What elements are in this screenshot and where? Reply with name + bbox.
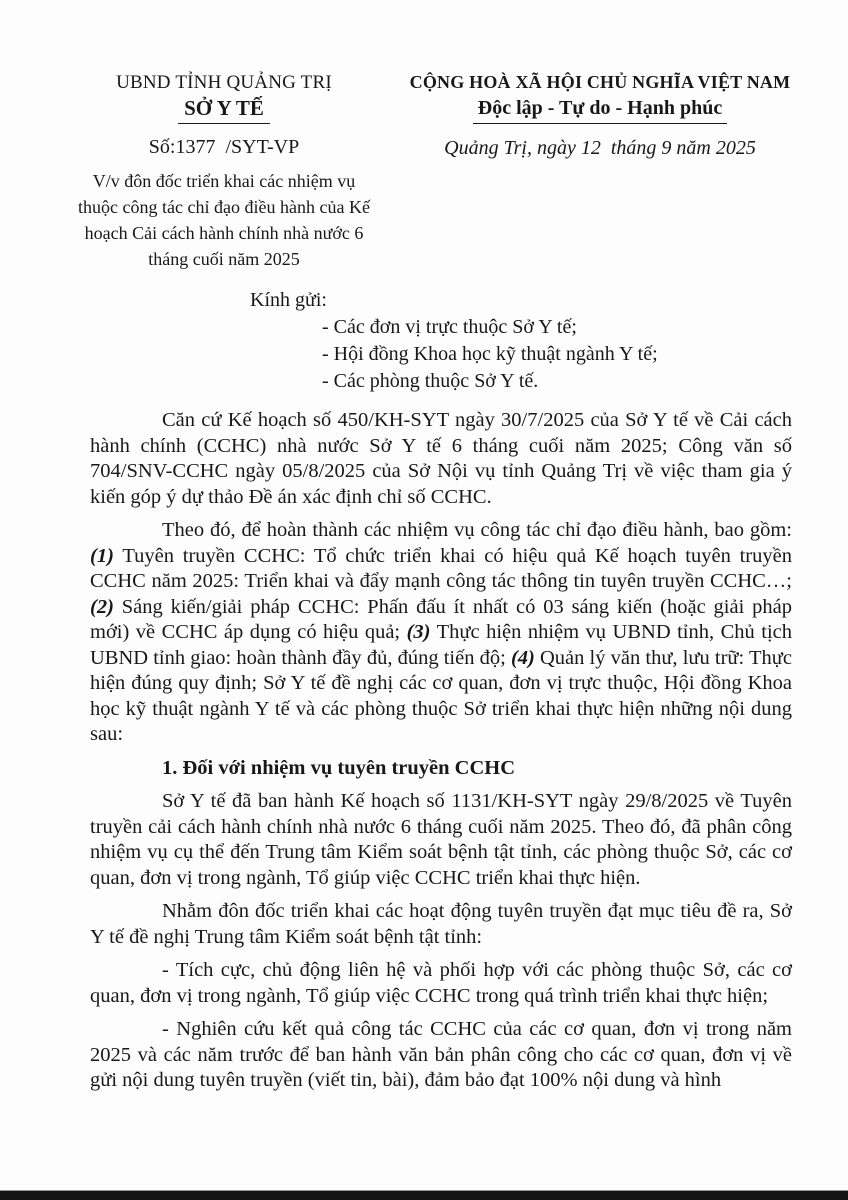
text-run: Tuyên truyền CCHC: Tổ chức triển khai có hiệu quả Kế hoạch tuyên truyền CCHC năm 2025: Triển khai và đẩy mạnh công tác thông tin tuyên truyền CCHC…; (90, 544, 792, 592)
salutation-label: Kính gửi: (250, 289, 327, 311)
paragraph-plan-1131: Sở Y tế đã ban hành Kế hoạch số 1131/KH-SYT ngày 29/8/2025 về Tuyên truyền cải cách hành chính nhà nước 6 tháng cuối năm 2025. Theo đó, đã phân công nhiệm vụ cụ thể đến Trung tâm Kiểm soát bệnh tật tỉnh, các phòng thuộc Sở, các cơ quan, đơn vị trong ngành, Tổ giúp việc CCHC triển khai thực hiện. (90, 790, 792, 889)
emphasized-run: (2) (90, 595, 114, 618)
parent-org-name: UBND TỈNH QUẢNG TRỊ (116, 72, 332, 93)
national-motto (382, 97, 818, 124)
doc-subject: V/v đôn đốc triển khai các nhiệm vụ thuộc công tác chỉ đạo điều hành của Kế hoạch Cải cách hành chính nhà nước 6 tháng cuối năm 2025 (78, 171, 370, 269)
paragraph-urge-cdc: Nhằm đôn đốc triển khai các hoạt động tuyên truyền đạt mục tiêu đề ra, Sở Y tế đề nghị Trung tâm Kiểm soát bệnh tật tỉnh: (90, 900, 792, 948)
text-run: Quản lý văn thư, lưu trữ: Thực hiện đúng quy định; Sở Y tế đề nghị các cơ quan, đơn vị trực thuộc, Hội đồng Khoa học kỹ thuật ngành Y tế và các phòng thuộc Sở triển khai thực hiện những nội dung sau: (90, 646, 792, 745)
recipient-item: - Hội đồng Khoa học kỹ thuật ngành Y tế; (322, 343, 658, 365)
emphasized-run: (3) (406, 621, 431, 643)
paragraph-legal-basis: Căn cứ Kế hoạch số 450/KH-SYT ngày 30/7/2025 của Sở Y tế về Cải cách hành chính (CCHC) nhà nước Sở Y tế 6 tháng cuối năm 2025; Công văn số 704/SNV-CCHC ngày 05/8/2025 của Sở Nội vụ tỉnh Quảng Trị về việc tham gia ý kiến góp ý dự thảo Đề án xác định chỉ số CCHC. (90, 409, 792, 508)
recipient-item: - Các phòng thuộc Sở Y tế. (322, 370, 539, 392)
national-motto-underline: Độc lập - Tự do - Hạnh phúc (473, 97, 727, 124)
document-body (90, 408, 792, 1094)
paragraph-tasks-overview (90, 518, 792, 748)
emphasized-run: (4) (510, 646, 535, 669)
text-run: Sáng kiến/giải pháp CCHC: Phấn đấu ít nhất có 03 sáng kiến (hoặc giải pháp mới) về CCHC áp dụng có hiệu quả; (90, 595, 792, 643)
screenshot-bottom-bar (0, 1190, 848, 1200)
org-name-underline: SỞ Y TẾ (178, 96, 270, 124)
doc-number: Số:1377 /SYT-VP (148, 136, 300, 158)
org-name (68, 96, 380, 124)
national-title: CỘNG HOÀ XÃ HỘI CHỦ NGHĨA VIỆT NAM (409, 72, 791, 92)
recipient-item: - Các đơn vị trực thuộc Sở Y tế; (322, 316, 577, 338)
place-date-line: Quảng Trị, ngày 12 tháng 9 năm 2025 (444, 137, 756, 159)
issuing-org-block (68, 72, 380, 272)
section-1-heading: 1. Đối với nhiệm vụ tuyên truyền CCHC (162, 756, 516, 779)
text-run: Theo đó, để hoàn thành các nhiệm vụ công tác chỉ đạo điều hành, bao gồm: (162, 519, 792, 541)
document-header (0, 0, 848, 272)
national-header-block (382, 72, 818, 272)
emphasized-run: (1) (90, 544, 114, 567)
salutation-block (250, 289, 848, 395)
bullet-research: - Nghiên cứu kết quả công tác CCHC của các cơ quan, đơn vị trong năm 2025 và các năm trước để ban hành văn bản phân công cho các cơ quan, đơn vị về gửi nội dung tuyên truyền (viết tin, bài), đảm bảo đạt 100% nội dung và hình (90, 1018, 792, 1091)
recipients-list (322, 314, 848, 395)
bullet-coordination: - Tích cực, chủ động liên hệ và phối hợp với các phòng thuộc Sở, các cơ quan, đơn vị trong ngành, Tổ giúp việc CCHC trong quá trình triển khai thực hiện; (90, 959, 792, 1007)
text-run: Thực hiện nhiệm vụ UBND tỉnh, Chủ tịch UBND tỉnh giao: hoàn thành đầy đủ, đúng tiến độ; (90, 621, 792, 669)
